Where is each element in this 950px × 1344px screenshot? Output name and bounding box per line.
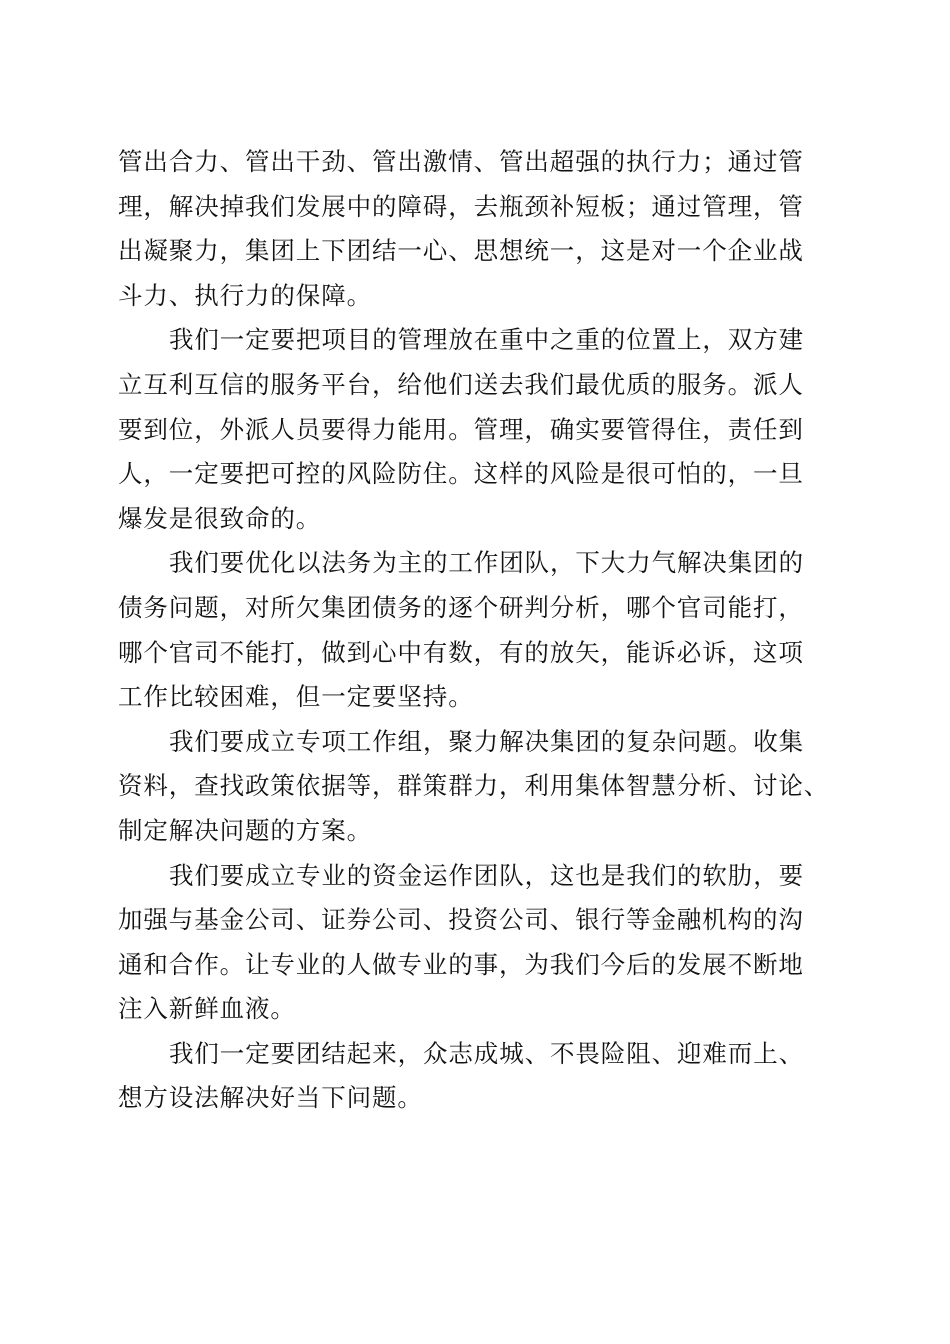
paragraph-5	[118, 854, 830, 1032]
text-line: 想方设法解决好当下问题。	[118, 1083, 423, 1113]
text-line: 我们要优化以法务为主的工作团队，下大力气解决集团的	[169, 548, 804, 578]
text-line: 斗力、执行力的保障。	[118, 280, 372, 310]
paragraph-4	[118, 720, 830, 854]
text-line: 哪个官司不能打，做到心中有数，有的放矢，能诉必诉，这项	[118, 637, 804, 667]
text-line: 通和合作。让专业的人做专业的事，为我们今后的发展不断地	[118, 949, 804, 979]
text-line: 注入新鲜血液。	[118, 994, 296, 1024]
document-body	[118, 140, 830, 1121]
text-line: 管出合力、管出干劲、管出激情、管出超强的执行力；通过管	[118, 147, 804, 176]
text-line: 理，解决掉我们发展中的障碍，去瓶颈补短板；通过管理，管	[118, 191, 804, 221]
text-line: 我们一定要团结起来，众志成城、不畏险阻、迎难而上、	[169, 1038, 804, 1068]
text-line: 资料，查找政策依据等，群策群力，利用集体智慧分析、讨论、	[118, 771, 830, 801]
text-line: 加强与基金公司、证券公司、投资公司、银行等金融机构的沟	[118, 905, 804, 935]
text-line: 人，一定要把可控的风险防住。这样的风险是很可怕的，一旦	[118, 459, 804, 489]
text-line: 爆发是很致命的。	[118, 503, 322, 533]
text-line: 立互利互信的服务平台，给他们送去我们最优质的服务。派人	[118, 369, 804, 399]
text-line: 工作比较困难，但一定要坚持。	[118, 682, 474, 712]
paragraph-3	[118, 541, 830, 719]
text-line: 我们要成立专业的资金运作团队，这也是我们的软肋，要	[169, 860, 804, 890]
paragraph-1	[118, 140, 830, 318]
text-line: 制定解决问题的方案。	[118, 815, 372, 845]
text-line: 我们要成立专项工作组，聚力解决集团的复杂问题。收集	[169, 726, 804, 756]
text-line: 我们一定要把项目的管理放在重中之重的位置上，双方建	[169, 325, 804, 355]
paragraph-6	[118, 1032, 830, 1121]
text-line: 要到位，外派人员要得力能用。管理，确实要管得住，责任到	[118, 414, 804, 444]
text-line: 出凝聚力，集团上下团结一心、思想统一，这是对一个企业战	[118, 236, 804, 266]
paragraph-2	[118, 318, 830, 541]
text-line: 债务问题，对所欠集团债务的逐个研判分析，哪个官司能打，	[118, 592, 804, 622]
